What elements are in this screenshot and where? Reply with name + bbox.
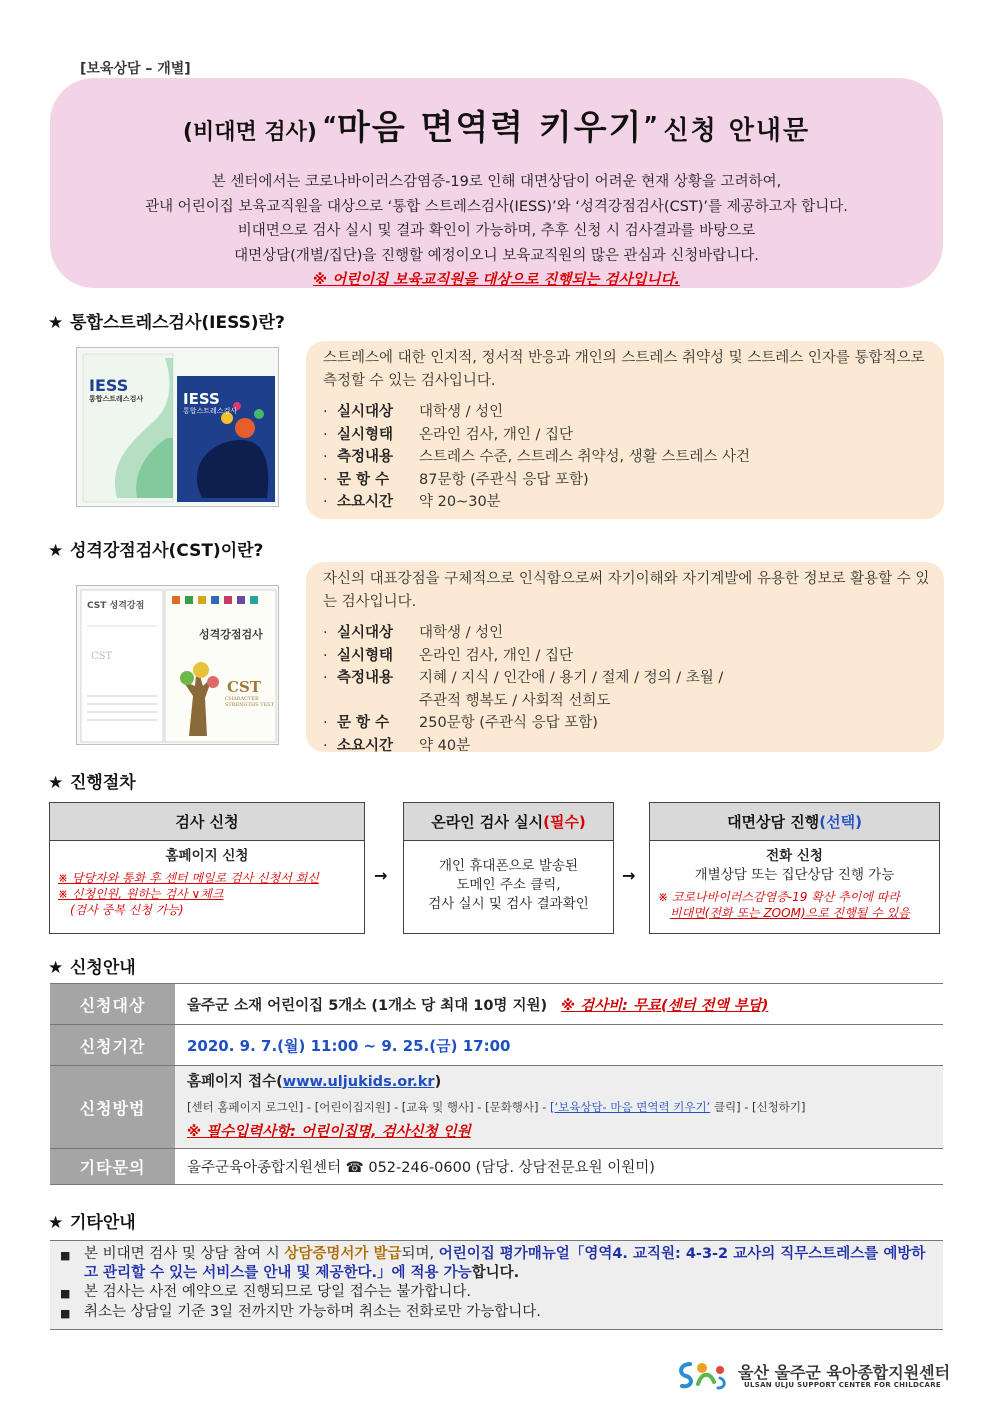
title-main: 마음 면역력 키우기 xyxy=(336,108,644,148)
step-title-text: 대면상담 진행 xyxy=(727,813,820,831)
item-value: 스트레스 수준, 스트레스 취약성, 생활 스트레스 사건 xyxy=(419,449,751,465)
period-text: 2020. 9. 7.(월) 11:00 ~ 9. 25.(금) 17:00 xyxy=(187,1036,511,1055)
item-key: 소요시간 xyxy=(337,494,394,510)
step-line: 도메인 주소 클릭, xyxy=(456,877,561,893)
section-heading-text: 통합스트레스검사(IESS)란? xyxy=(70,313,285,333)
center-name: 울산 울주군 육아종합지원센터 xyxy=(738,1363,951,1382)
list-item: · 실시대상 대학생 / 성인 xyxy=(323,401,940,424)
method-text: ) xyxy=(434,1073,442,1090)
step-line: 개별상담 또는 집단상담 진행 가능 xyxy=(694,867,895,883)
item-key xyxy=(337,690,419,713)
list-item xyxy=(323,690,940,713)
etc-highlight: 상담증명서가 발급 xyxy=(284,1246,402,1262)
target-text: 울주군 소재 어린이집 5개소 (1개소 당 최대 10명 지원) xyxy=(187,997,548,1014)
item-key: 문 항 수 xyxy=(337,715,390,731)
list-item: · 문 항 수 87문항 (주관식 응답 포함) xyxy=(323,469,940,492)
section-heading-etc xyxy=(48,1208,136,1233)
table-row xyxy=(50,1025,943,1066)
center-logo xyxy=(676,1358,956,1392)
item-key: 실시형태 xyxy=(337,647,394,664)
star-icon: ★ xyxy=(48,958,64,978)
intro-line: 본 센터에서는 코로나바이러스감염증-19로 인해 대면상담이 어려운 현재 상황을 고려하여, xyxy=(211,174,782,190)
application-table xyxy=(50,983,943,1185)
step-line: 전화 신청 xyxy=(766,848,823,864)
etc-text: 본 비대면 검사 및 상담 참여 시 xyxy=(84,1246,285,1262)
step-tag: (선택) xyxy=(819,813,862,831)
item-key: 실시형태 xyxy=(337,426,394,443)
method-line xyxy=(187,1070,943,1095)
title-suffix: 신청 안내문 xyxy=(663,116,811,146)
row-label: 신청방법 xyxy=(50,1066,175,1149)
title-open-quote: “ xyxy=(322,113,337,139)
item-value: 주관적 행복도 / 사회적 선희도 xyxy=(419,692,611,709)
cst-book-image xyxy=(76,585,279,745)
etc-text: 본 검사는 사전 예약으로 진행되므로 당일 접수는 불가합니다. xyxy=(84,1284,472,1300)
path-text: [센터 홈페이지 로그인] - [어린이집지원] - [교육 및 행사] - [문화행사] - xyxy=(187,1099,550,1114)
list-item: · 실시형태 온라인 검사, 개인 / 집단 xyxy=(323,645,940,668)
step-title-text: 온라인 검사 실시 xyxy=(431,813,544,831)
table-row xyxy=(50,1149,943,1185)
arrow-icon: → xyxy=(622,866,636,885)
list-item: · 소요시간 약 20~30분 xyxy=(323,491,940,514)
iess-book-image xyxy=(76,347,279,507)
star-icon: ★ xyxy=(48,541,64,561)
step-note: ※ 신청인원, 원하는 검사 ∨체크 xyxy=(58,887,224,901)
item-key: 문 항 수 xyxy=(337,471,390,488)
cst-book-small-title: CST 성격강점 xyxy=(87,601,145,611)
list-item: · 측정내용 지혜 / 지식 / 인간애 / 용기 / 절제 / 정의 / 초월 / xyxy=(323,667,940,690)
list-item: · 실시대상 대학생 / 성인 xyxy=(323,622,940,645)
path-text: 클릭] - [신청하기] xyxy=(710,1099,806,1114)
method-path xyxy=(187,1095,943,1120)
item-key: 측정내용 xyxy=(337,670,394,686)
row-label: 신청대상 xyxy=(50,984,175,1025)
step-note: ※ 코로나바이러스감염증-19 확산 추이에 따라 xyxy=(658,890,900,904)
row-label: 기타문의 xyxy=(50,1149,175,1185)
iess-book-cover-graphic xyxy=(77,348,279,507)
section-heading-cst xyxy=(48,536,263,561)
homepage-link[interactable]: www.uljukids.or.kr xyxy=(282,1073,435,1090)
iess-info-box xyxy=(306,341,944,519)
cst-book-logo-sub: CHARACTER STRENGTHS TEST xyxy=(225,696,274,708)
list-item: · 문 항 수 250문항 (주관식 응답 포함) xyxy=(323,712,940,735)
iess-description: 스트레스에 대한 인지적, 정서적 반응과 개인의 스트레스 취약성 및 스트레스 인자를 통합적으로 측정할 수 있는 검사입니다. xyxy=(323,350,925,389)
method-text: 홈페이지 접수( xyxy=(187,1073,283,1090)
intro-note: ※ 어린이집 보육교직원을 대상으로 진행되는 검사입니다. xyxy=(312,272,680,288)
cst-book-logo-left: CST xyxy=(91,651,113,662)
procedure-step-apply xyxy=(49,802,365,934)
star-icon: ★ xyxy=(48,773,64,793)
list-item xyxy=(60,1283,933,1303)
star-icon: ★ xyxy=(48,313,64,333)
step-title xyxy=(404,803,613,841)
procedure-step-online-test xyxy=(403,802,614,934)
section-heading-text: 기타안내 xyxy=(70,1213,136,1233)
table-row xyxy=(50,1066,943,1149)
etc-text: 합니다. xyxy=(471,1265,520,1281)
center-name-english: ULSAN ULJU SUPPORT CENTER FOR CHILDCARE xyxy=(744,1381,942,1389)
logo-mark-icon xyxy=(676,1358,732,1392)
intro-line: 관내 어린이집 보육교직원을 대상으로 ‘통합 스트레스검사(IESS)’와 ‘성격강점검사(CST)’를 제공하고자 합니다. xyxy=(145,198,848,215)
iess-item-list xyxy=(323,401,940,514)
title-close-quote: ” xyxy=(643,113,658,139)
step-tag: (필수) xyxy=(543,813,586,831)
document-title xyxy=(50,100,943,149)
etc-text: 취소는 상담일 기준 3일 전까지만 가능하며 취소는 전화로만 가능합니다. xyxy=(84,1304,541,1320)
intro-line: 대면상담(개별/집단)을 진행할 예정이오니 보육교직원의 많은 관심과 신청바랍니다. xyxy=(234,247,759,264)
list-item xyxy=(60,1303,933,1323)
title-prefix: (비대면 검사) xyxy=(182,120,317,145)
step-line: 개인 휴대폰으로 발송된 xyxy=(439,858,578,874)
step-note: 비대면(전화 또는 ZOOM)으로 진행될 수 있음 xyxy=(670,906,910,920)
table-row xyxy=(50,984,943,1025)
etc-list xyxy=(50,1240,943,1330)
item-value: 87문항 (주관식 응답 포함) xyxy=(419,471,589,488)
item-value: 약 40분 xyxy=(419,737,471,754)
item-value: 약 20~30분 xyxy=(419,494,501,510)
list-item: · 측정내용 스트레스 수준, 스트레스 취약성, 생활 스트레스 사건 xyxy=(323,446,940,469)
item-value: 온라인 검사, 개인 / 집단 xyxy=(419,647,573,664)
step-note: ※ 담당자와 통화 후 센터 메일로 검사 신청서 회신 xyxy=(58,871,319,885)
bullet-icon: ■ xyxy=(60,1307,71,1320)
item-value: 온라인 검사, 개인 / 집단 xyxy=(419,426,573,443)
row-value xyxy=(175,984,943,1025)
section-heading-iess xyxy=(48,308,285,333)
bullet-icon: ■ xyxy=(60,1249,71,1262)
cst-book-logo: CST xyxy=(227,678,261,696)
section-heading-text: 진행절차 xyxy=(70,773,136,793)
step-line: 홈페이지 신청 xyxy=(165,848,249,864)
iess-book-subtitle-front: 통합스트레스검사 xyxy=(183,407,238,415)
section-heading-text: 신청안내 xyxy=(70,958,136,978)
cst-info-box xyxy=(306,562,944,752)
iess-book-subtitle: 통합스트레스검사 xyxy=(89,395,144,403)
row-value: 울주군육아종합지원센터 ☎ 052-246-0600 (담당. 상담전문요원 이원미) xyxy=(175,1149,943,1185)
fee-note: ※ 검사비: 무료(센터 전액 부담) xyxy=(560,997,769,1014)
etc-text: 되며, xyxy=(401,1246,439,1262)
item-key: 측정내용 xyxy=(337,449,394,465)
section-heading-procedure xyxy=(48,768,136,793)
item-value: 지혜 / 지식 / 인간애 / 용기 / 절제 / 정의 / 초월 / xyxy=(419,670,724,686)
step-title: 검사 신청 xyxy=(50,803,364,841)
step-line: 검사 실시 및 검사 결과확인 xyxy=(428,896,589,912)
header-banner xyxy=(50,78,943,288)
iess-book-title-front: IESS xyxy=(183,390,220,408)
star-icon: ★ xyxy=(48,1213,64,1233)
etc-highlight: 어린이집 평가매뉴얼「영역4. 교직원: 4-3-2 교사의 직무스트레스를 예방하고 관리할 수 있는 서비스를 안내 및 제공한다.」에 적용 가능 xyxy=(84,1246,926,1281)
path-link[interactable]: [‘보육상담- 마음 면역력 키우기’ xyxy=(549,1099,711,1114)
row-value xyxy=(175,1066,943,1149)
iess-book-title: IESS xyxy=(89,376,129,395)
intro-line: 비대면으로 검사 실시 및 결과 확인이 가능하며, 추후 신청 시 검사결과를 바탕으로 xyxy=(237,223,756,239)
list-item xyxy=(60,1245,933,1283)
item-key: 소요시간 xyxy=(337,737,394,754)
row-value xyxy=(175,1025,943,1066)
intro-text xyxy=(50,170,943,293)
list-item: · 실시형태 온라인 검사, 개인 / 집단 xyxy=(323,424,940,447)
item-key: 실시대상 xyxy=(337,404,394,420)
cst-item-list xyxy=(323,622,940,757)
step-note: (검사 중복 신청 가능) xyxy=(70,903,184,917)
required-note: ※ 필수입력사항: 어린이집명, 검사신청 인원 xyxy=(187,1123,471,1140)
arrow-icon: → xyxy=(374,866,388,885)
document-category: [보육상담 – 개별] xyxy=(80,61,191,77)
item-value: 250문항 (주관식 응답 포함) xyxy=(419,715,598,731)
section-heading-application xyxy=(48,953,136,978)
item-value: 대학생 / 성인 xyxy=(419,625,504,641)
section-heading-text: 성격강점검사(CST)이란? xyxy=(70,541,264,561)
item-key: 실시대상 xyxy=(337,625,394,641)
cst-book-title: 성격강점검사 xyxy=(199,628,263,641)
procedure-step-counseling xyxy=(649,802,940,934)
step-title xyxy=(650,803,939,841)
bullet-icon: ■ xyxy=(60,1287,71,1300)
row-label: 신청기간 xyxy=(50,1025,175,1066)
item-value: 대학생 / 성인 xyxy=(419,404,504,420)
list-item: · 소요시간 약 40분 xyxy=(323,735,940,758)
cst-description: 자신의 대표강점을 구체적으로 인식함으로써 자기이해와 자기계발에 유용한 정보로 활용할 수 있는 검사입니다. xyxy=(323,571,930,610)
